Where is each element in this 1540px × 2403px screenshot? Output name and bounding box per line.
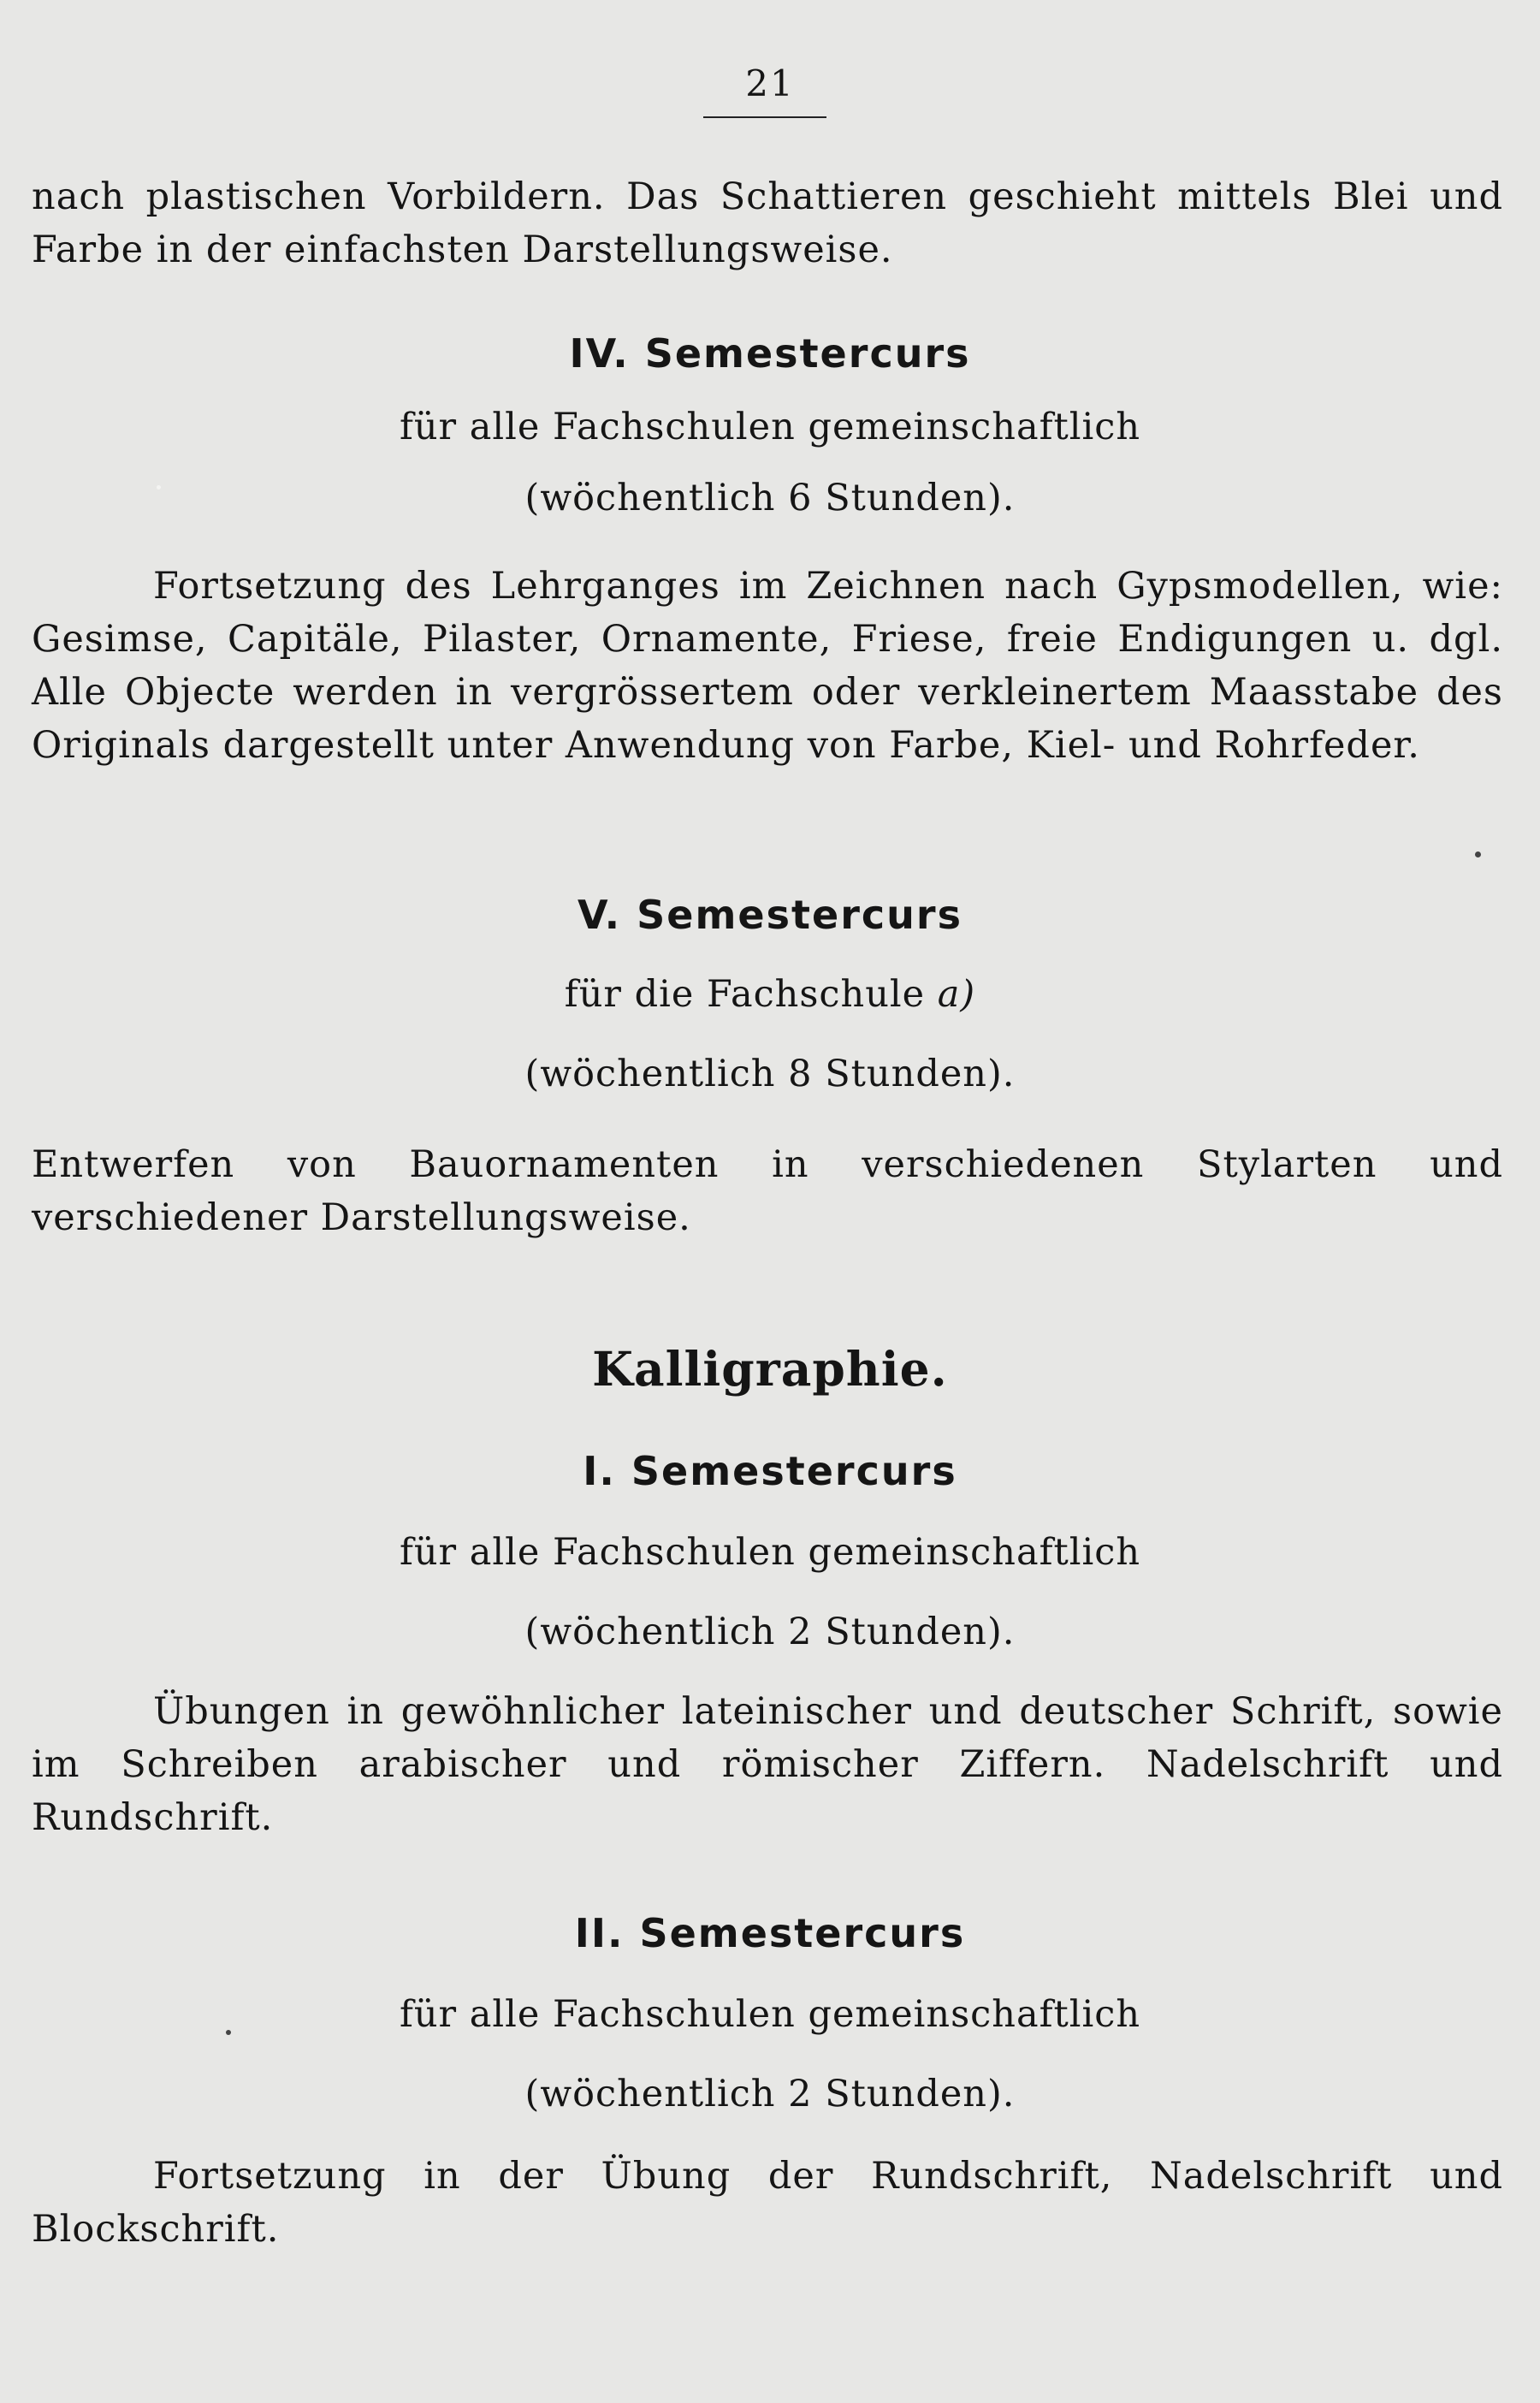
- kalligraphie-course-ii-scope: für alle Fachschulen gemeinschaftlich: [399, 1993, 1141, 2036]
- course-iv-hours: (wöchentlich 6 Stunden).: [524, 477, 1016, 519]
- course-v-scope-ref: a): [937, 973, 976, 1016]
- page-number: 21: [745, 62, 795, 104]
- kalligraphie-course-i-heading: I. Semestercurs: [583, 1448, 957, 1494]
- course-iv-scope: für alle Fachschulen gemeinschaftlich: [399, 406, 1141, 448]
- page-number-rule: [703, 116, 826, 118]
- course-iv-body: Fortsetzung des Lehrganges im Zeichnen nach Gypsmodellen, wie: Gesimse, Capitäle, Pilaster, Ornamente, Friese, freie Endigungen u. dgl. Alle Objecte werden in vergrössertem oder verkleinertem Maasstabe des Originals dargestellt unter Anwendung von Farbe, Kiel- und Rohrfeder.: [32, 565, 1503, 767]
- kalligraphie-course-i-hours: (wöchentlich 2 Stunden).: [524, 1611, 1016, 1653]
- kalligraphie-course-ii-heading: II. Semestercurs: [574, 1910, 966, 1956]
- course-v-heading: V. Semestercurs: [578, 892, 962, 938]
- course-v-scope: [0, 971, 1540, 1018]
- print-speck: [157, 485, 161, 490]
- print-speck: [226, 2030, 231, 2035]
- kalligraphie-course-ii-body: Fortsetzung in der Übung der Rundschrift, Nadelschrift und Blockschrift.: [32, 2155, 1503, 2251]
- kalligraphie-course-i-scope: für alle Fachschulen gemeinschaftlich: [399, 1531, 1141, 1574]
- course-v-scope-text: für die Fachschule: [564, 973, 938, 1016]
- kalligraphie-course-ii-hours: (wöchentlich 2 Stunden).: [524, 2073, 1016, 2115]
- kalligraphie-title: Kalligraphie.: [592, 1341, 948, 1397]
- course-v-hours: (wöchentlich 8 Stunden).: [524, 1053, 1016, 1095]
- intro-paragraph: nach plastischen Vorbildern. Das Schattieren geschieht mittels Blei und Farbe in der einfachsten Darstellungsweise.: [32, 175, 1503, 271]
- course-v-body: Entwerfen von Bauornamenten in verschiedenen Stylarten und verschiedener Darstellungsweise.: [32, 1143, 1503, 1239]
- kalligraphie-course-i-body: Übungen in gewöhnlicher lateinischer und deutscher Schrift, sowie im Schreiben arabischer und römischer Ziffern. Nadelschrift und Rundschrift.: [32, 1690, 1503, 1839]
- print-speck: [1475, 851, 1481, 857]
- course-iv-heading: IV. Semestercurs: [569, 330, 971, 377]
